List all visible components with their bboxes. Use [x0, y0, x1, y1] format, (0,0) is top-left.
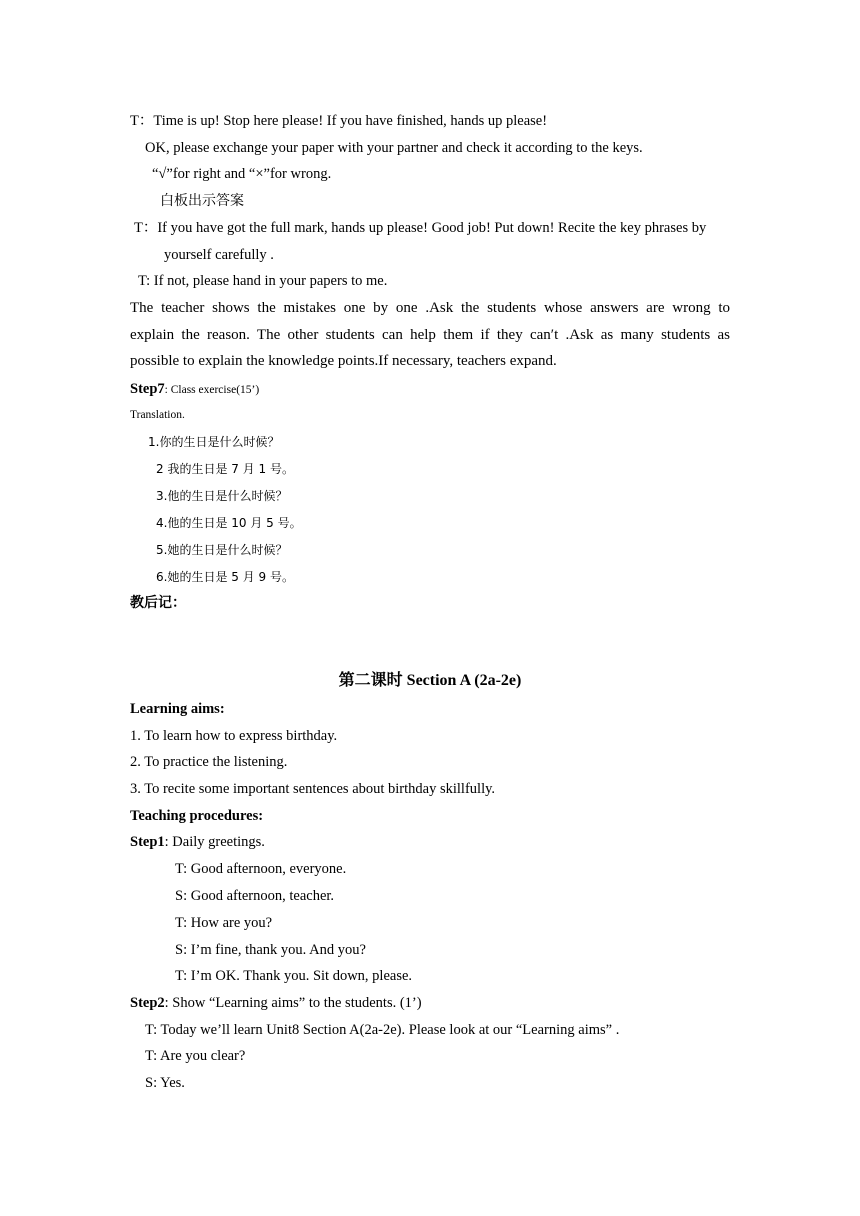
step2-line-2: T: Are you clear?	[145, 1048, 246, 1064]
translation-item-2: 2 我的生日是 7 月 1 号。	[156, 462, 294, 476]
translation-label: Translation.	[130, 409, 185, 421]
dialogue-line-2: S: Good afternoon, teacher.	[175, 888, 335, 904]
dialogue-line-1: T: Good afternoon, everyone.	[175, 861, 347, 877]
teaching-procedures-heading: Teaching procedures:	[130, 808, 264, 824]
dialogue-line-5: T: I’m OK. Thank you. Sit down, please.	[175, 968, 413, 984]
mistakes-line-1: The teacher shows the mistakes one by one .Ask the students whose answers are wrong to	[130, 300, 730, 316]
lesson2-title: 第二课时 Section A (2a-2e)	[338, 672, 522, 689]
step7-heading	[130, 380, 259, 399]
translation-item-1: 1.你的生日是什么时候？	[148, 435, 280, 449]
right-wrong-line: “√”for right and “×”for wrong.	[152, 166, 332, 182]
dialogue-line-4: S: I’m fine, thank you. And you?	[175, 942, 366, 958]
whiteboard-answer-line: 白板出示答案	[160, 193, 244, 209]
translation-item-6: 6.她的生日是 5 月 9 号。	[156, 570, 294, 584]
step2-line-1: T: Today we’ll learn Unit8 Section A(2a-2e). Please look at our “Learning aims” .	[145, 1022, 620, 1038]
learning-aims-heading: Learning aims:	[130, 701, 225, 717]
step1-label: Step1	[130, 834, 165, 850]
learning-aim-2: 2. To practice the listening.	[130, 754, 288, 770]
learning-aim-3: 3. To recite some important sentences about birthday skillfully.	[130, 781, 496, 797]
step7-label: Step7	[130, 381, 165, 397]
exchange-paper-line: OK, please exchange your paper with your partner and check it according to the keys.	[145, 140, 643, 156]
step2-heading	[130, 994, 422, 1012]
mistakes-line-3: possible to explain the knowledge points.If necessary, teachers expand.	[130, 353, 557, 369]
step2-label: Step2	[130, 995, 165, 1011]
dialogue-line-3: T: How are you?	[175, 915, 273, 931]
step1-text: : Daily greetings.	[164, 834, 265, 850]
learning-aim-1: 1. To learn how to express birthday.	[130, 728, 338, 744]
step2-text: : Show “Learning aims” to the students. (1’)	[164, 995, 422, 1011]
step1-heading	[130, 833, 265, 851]
step7-text: : Class exercise(15’)	[164, 384, 260, 396]
teacher-time-up-line: T：Time is up! Stop here please! If you have finished, hands up please!	[130, 113, 548, 129]
if-not-line: T: If not, please hand in your papers to me.	[138, 273, 388, 289]
full-mark-line-1: T：If you have got the full mark, hands up please! Good job! Put down! Recite the key phrases by	[134, 220, 707, 236]
step2-line-3: S: Yes.	[145, 1075, 185, 1091]
translation-item-4: 4.他的生日是 10 月 5 号。	[156, 516, 302, 530]
mistakes-line-2: explain the reason. The other students can help them if they can′t .Ask as many students as	[130, 327, 730, 343]
translation-item-5: 5.她的生日是什么时候？	[156, 543, 288, 557]
full-mark-line-2: yourself carefully .	[164, 247, 274, 263]
reflection-heading: 教后记：	[130, 595, 186, 611]
translation-item-3: 3.他的生日是什么时候？	[156, 489, 288, 503]
